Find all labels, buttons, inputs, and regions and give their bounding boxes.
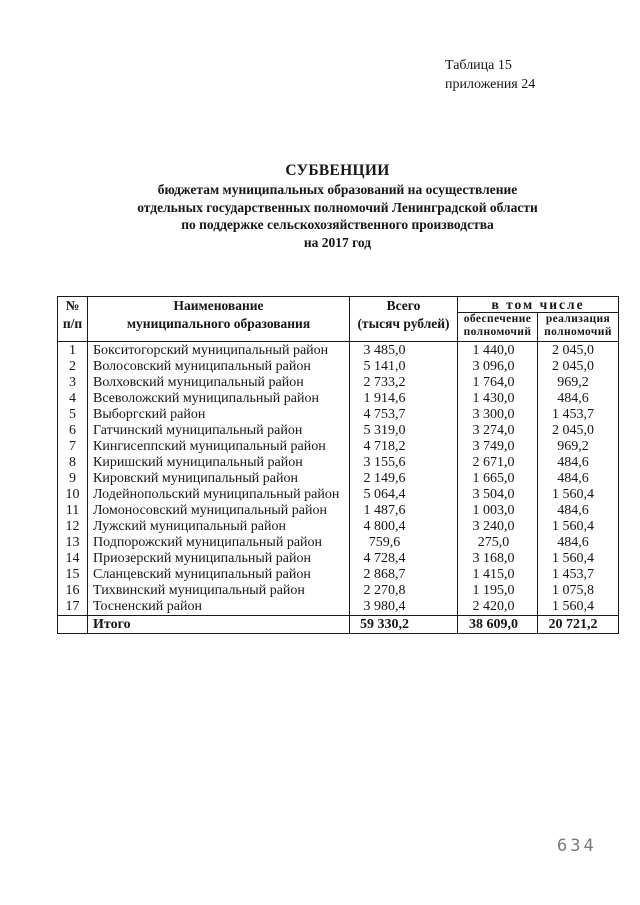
municipality-name-cell: Кингисеппский муниципальный район — [88, 439, 350, 455]
col-header-number-line1: № — [65, 298, 80, 313]
col-header-number — [58, 297, 88, 342]
totals-row — [58, 616, 619, 634]
document-title — [57, 161, 618, 251]
implementation-amount-cell: 2 045,0 — [538, 359, 619, 375]
row-number-cell: 12 — [58, 519, 88, 535]
col-header-including: в том числе — [458, 297, 619, 313]
col-header-total-line1: Всего — [386, 298, 421, 313]
provision-amount-cell: 1 764,0 — [458, 375, 538, 391]
implementation-amount-cell: 1 560,4 — [538, 519, 619, 535]
provision-amount-cell: 3 274,0 — [458, 423, 538, 439]
implementation-amount-cell: 2 045,0 — [538, 423, 619, 439]
provision-amount-cell: 1 440,0 — [458, 342, 538, 360]
implementation-amount-cell: 1 453,7 — [538, 407, 619, 423]
total-amount-cell: 1 487,6 — [350, 503, 458, 519]
municipality-name-cell: Тосненский район — [88, 599, 350, 616]
implementation-amount-cell: 484,6 — [538, 471, 619, 487]
table-row — [58, 455, 619, 471]
row-number-cell: 7 — [58, 439, 88, 455]
row-number-cell: 15 — [58, 567, 88, 583]
total-amount-cell: 4 800,4 — [350, 519, 458, 535]
municipality-name-cell: Выборгский район — [88, 407, 350, 423]
table-body — [58, 342, 619, 616]
total-amount-cell: 2 270,8 — [350, 583, 458, 599]
total-amount-cell: 5 064,4 — [350, 487, 458, 503]
implementation-amount-cell: 1 075,8 — [538, 583, 619, 599]
row-number-cell: 10 — [58, 487, 88, 503]
row-number-cell: 5 — [58, 407, 88, 423]
implementation-amount-cell: 2 045,0 — [538, 342, 619, 360]
col-header-name — [88, 297, 350, 342]
municipality-name-cell: Гатчинский муниципальный район — [88, 423, 350, 439]
row-number-cell: 2 — [58, 359, 88, 375]
totals-provision-amount: 38 609,0 — [458, 616, 538, 634]
provision-amount-cell: 1 003,0 — [458, 503, 538, 519]
implementation-amount-cell: 1 453,7 — [538, 567, 619, 583]
total-amount-cell: 4 753,7 — [350, 407, 458, 423]
header-row — [58, 297, 619, 313]
row-number-cell: 14 — [58, 551, 88, 567]
table-row — [58, 407, 619, 423]
col-header-implementation — [538, 313, 619, 342]
municipality-name-cell: Бокситогорский муниципальный район — [88, 342, 350, 360]
col-header-provision-line2: полномочий — [463, 326, 532, 338]
provision-amount-cell: 3 168,0 — [458, 551, 538, 567]
table-row — [58, 599, 619, 616]
totals-implementation-amount: 20 721,2 — [538, 616, 619, 634]
total-amount-cell: 1 914,6 — [350, 391, 458, 407]
municipality-name-cell: Сланцевский муниципальный район — [88, 567, 350, 583]
total-amount-cell: 2 149,6 — [350, 471, 458, 487]
total-amount-cell: 5 141,0 — [350, 359, 458, 375]
provision-amount-cell: 1 195,0 — [458, 583, 538, 599]
implementation-amount-cell: 1 560,4 — [538, 599, 619, 616]
provision-amount-cell: 3 300,0 — [458, 407, 538, 423]
implementation-amount-cell: 1 560,4 — [538, 551, 619, 567]
row-number-cell: 9 — [58, 471, 88, 487]
table-reference — [445, 56, 535, 94]
row-number-cell: 6 — [58, 423, 88, 439]
table-row — [58, 487, 619, 503]
implementation-amount-cell: 969,2 — [538, 439, 619, 455]
table-row — [58, 375, 619, 391]
total-amount-cell: 5 319,0 — [350, 423, 458, 439]
table-row — [58, 391, 619, 407]
col-header-provision — [458, 313, 538, 342]
total-amount-cell: 2 868,7 — [350, 567, 458, 583]
row-number-cell: 1 — [58, 342, 88, 360]
provision-amount-cell: 3 240,0 — [458, 519, 538, 535]
implementation-amount-cell: 969,2 — [538, 375, 619, 391]
total-amount-cell: 2 733,2 — [350, 375, 458, 391]
title-line-1: бюджетам муниципальных образований на осуществление — [157, 182, 518, 197]
total-amount-cell: 3 485,0 — [350, 342, 458, 360]
title-line-4: на 2017 год — [303, 234, 372, 250]
row-number-cell: 4 — [58, 391, 88, 407]
col-header-number-line2: п/п — [62, 316, 83, 331]
table-row — [58, 583, 619, 599]
municipality-name-cell: Лодейнопольский муниципальный район — [88, 487, 350, 503]
col-header-name-line2: муниципального образования — [126, 316, 311, 331]
provision-amount-cell: 3 504,0 — [458, 487, 538, 503]
table-row — [58, 535, 619, 551]
table-row — [58, 503, 619, 519]
table-row — [58, 567, 619, 583]
provision-amount-cell: 2 420,0 — [458, 599, 538, 616]
municipality-name-cell: Подпорожский муниципальный район — [88, 535, 350, 551]
row-number-cell: 16 — [58, 583, 88, 599]
title-main: СУБВЕНЦИИ — [285, 162, 390, 179]
provision-amount-cell: 3 096,0 — [458, 359, 538, 375]
municipality-name-cell: Ломоносовский муниципальный район — [88, 503, 350, 519]
total-amount-cell: 4 718,2 — [350, 439, 458, 455]
table-row — [58, 439, 619, 455]
col-header-implementation-line2: полномочий — [544, 326, 612, 338]
total-amount-cell: 4 728,4 — [350, 551, 458, 567]
table-row — [58, 471, 619, 487]
title-line-3: по поддержке сельскохозяйственного производства — [181, 217, 494, 232]
row-number-cell: 17 — [58, 599, 88, 616]
municipality-name-cell: Приозерский муниципальный район — [88, 551, 350, 567]
provision-amount-cell: 1 665,0 — [458, 471, 538, 487]
provision-amount-cell: 3 749,0 — [458, 439, 538, 455]
appendix-label: приложения 24 — [445, 77, 536, 92]
page-number-stamp: 634 — [557, 836, 597, 856]
provision-amount-cell: 2 671,0 — [458, 455, 538, 471]
implementation-amount-cell: 484,6 — [538, 503, 619, 519]
col-header-total — [350, 297, 458, 342]
col-header-provision-line1: обеспечение — [463, 313, 532, 325]
table-row — [58, 359, 619, 375]
col-header-total-line2: (тысяч рублей) — [357, 316, 450, 331]
total-amount-cell: 3 155,6 — [350, 455, 458, 471]
provision-amount-cell: 275,0 — [458, 535, 538, 551]
municipality-name-cell: Тихвинский муниципальный район — [88, 583, 350, 599]
totals-label: Итого — [88, 616, 350, 634]
table-row — [58, 519, 619, 535]
provision-amount-cell: 1 430,0 — [458, 391, 538, 407]
table-row — [58, 342, 619, 360]
row-number-cell: 3 — [58, 375, 88, 391]
implementation-amount-cell: 484,6 — [538, 455, 619, 471]
municipality-name-cell: Всеволожский муниципальный район — [88, 391, 350, 407]
subventions-table — [57, 296, 619, 634]
municipality-name-cell: Киришский муниципальный район — [88, 455, 350, 471]
col-header-implementation-line1: реализация — [545, 313, 611, 325]
title-line-2: отдельных государственных полномочий Ленинградской области — [137, 199, 538, 215]
col-header-name-line1: Наименование — [173, 298, 264, 313]
implementation-amount-cell: 484,6 — [538, 535, 619, 551]
municipality-name-cell: Волосовский муниципальный район — [88, 359, 350, 375]
total-amount-cell: 759,6 — [350, 535, 458, 551]
totals-number-cell — [58, 616, 88, 634]
row-number-cell: 11 — [58, 503, 88, 519]
table-row — [58, 423, 619, 439]
table-row — [58, 551, 619, 567]
provision-amount-cell: 1 415,0 — [458, 567, 538, 583]
totals-total-amount: 59 330,2 — [350, 616, 458, 634]
total-amount-cell: 3 980,4 — [350, 599, 458, 616]
municipality-name-cell: Лужский муниципальный район — [88, 519, 350, 535]
row-number-cell: 8 — [58, 455, 88, 471]
municipality-name-cell: Кировский муниципальный район — [88, 471, 350, 487]
implementation-amount-cell: 1 560,4 — [538, 487, 619, 503]
municipality-name-cell: Волховский муниципальный район — [88, 375, 350, 391]
table-number-label: Таблица 15 — [445, 58, 512, 73]
implementation-amount-cell: 484,6 — [538, 391, 619, 407]
row-number-cell: 13 — [58, 535, 88, 551]
